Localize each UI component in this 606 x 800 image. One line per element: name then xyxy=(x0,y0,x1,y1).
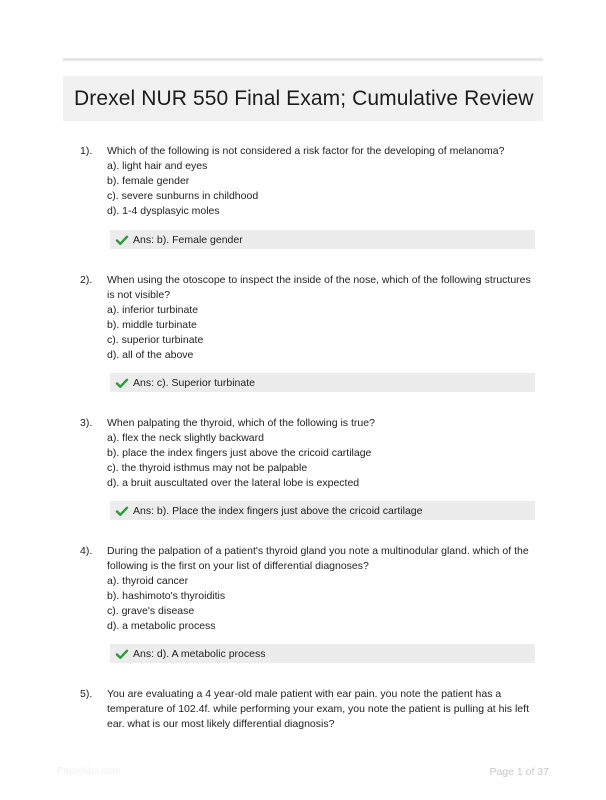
document-title: Drexel NUR 550 Final Exam; Cumulative Review xyxy=(74,86,534,110)
option-a: a). inferior turbinate xyxy=(107,304,199,316)
question-number: 5). xyxy=(80,688,93,700)
question-text: During the palpation of a patient's thyroid gland you note a multinodular gland. which of the following is the first on your list of differential diagnoses? xyxy=(107,545,529,572)
option-d: d). 1-4 dysplasyic moles xyxy=(107,205,220,217)
option-c: c). the thyroid isthmus may not be palpable xyxy=(107,462,308,474)
question-text: Which of the following is not considered a risk factor for the developing of melanoma? xyxy=(107,145,505,157)
answer-box xyxy=(110,644,535,663)
option-a: a). light hair and eyes xyxy=(107,160,208,172)
checkmark-icon xyxy=(115,376,129,390)
question-text: You are evaluating a 4 year-old male patient with ear pain. you note the patient has a temperature of 102.4f. while performing your exam, you note the patient is pulling at his left ear. what is our most likely differential diagnosis? xyxy=(107,688,529,730)
question-text: When palpating the thyroid, which of the following is true? xyxy=(107,417,375,429)
checkmark-icon xyxy=(115,647,129,661)
question-number: 2). xyxy=(80,274,93,286)
option-a: a). flex the neck slightly backward xyxy=(107,432,264,444)
title-banner xyxy=(63,76,543,121)
option-b: b). middle turbinate xyxy=(107,319,197,331)
option-b: b). place the index fingers just above the cricoid cartilage xyxy=(107,447,372,459)
top-divider xyxy=(63,58,543,61)
question-number: 4). xyxy=(80,545,93,557)
option-d: d). a metabolic process xyxy=(107,620,216,632)
checkmark-icon xyxy=(115,504,129,518)
option-a: a). thyroid cancer xyxy=(107,575,189,587)
answer-text: Ans: b). Female gender xyxy=(133,233,243,246)
option-b: b). hashimoto's thyroiditis xyxy=(107,590,226,602)
answer-text: Ans: d). A metabolic process xyxy=(133,647,266,660)
option-d: d). a bruit auscultated over the lateral lobe is expected xyxy=(107,477,360,489)
question-number: 3). xyxy=(80,417,93,429)
answer-box xyxy=(110,501,535,520)
checkmark-icon xyxy=(115,233,129,247)
question-number: 1). xyxy=(80,145,93,157)
option-c: c). grave's disease xyxy=(107,605,195,617)
watermark-text: Paperlibs.com xyxy=(57,766,121,777)
option-c: c). superior turbinate xyxy=(107,334,204,346)
page-number: Page 1 of 37 xyxy=(489,766,549,778)
answer-box xyxy=(110,373,535,392)
option-d: d). all of the above xyxy=(107,349,194,361)
question-text: When using the otoscope to inspect the inside of the nose, which of the following structures is not visible? xyxy=(107,274,531,301)
answer-text: Ans: b). Place the index fingers just above the cricoid cartilage xyxy=(133,504,423,517)
answer-text: Ans: c). Superior turbinate xyxy=(133,376,255,389)
option-c: c). severe sunburns in childhood xyxy=(107,190,259,202)
answer-box xyxy=(110,230,535,249)
option-b: b). female gender xyxy=(107,175,190,187)
